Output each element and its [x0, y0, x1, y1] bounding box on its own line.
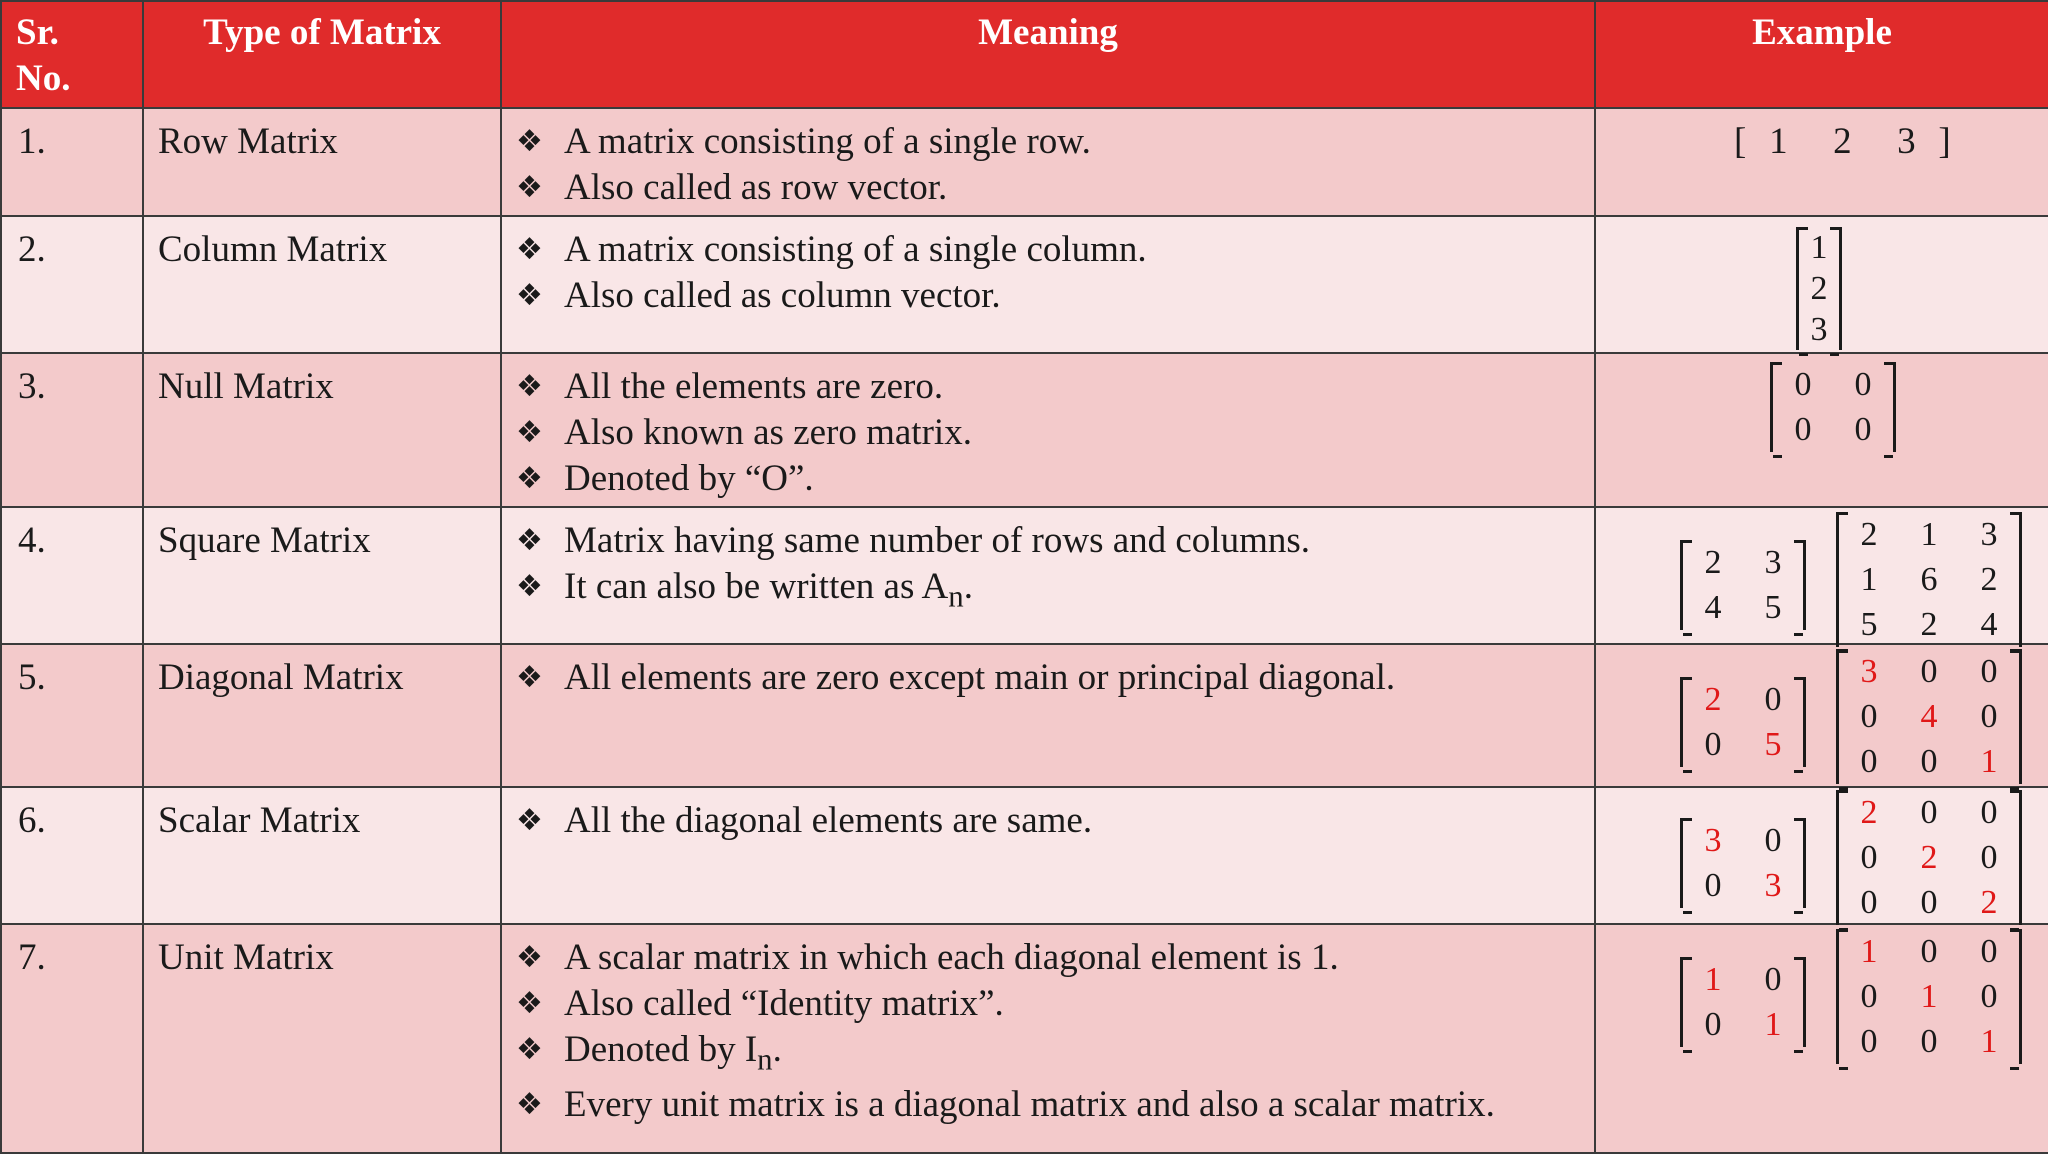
meaning-bullet: ❖ Matrix having same number of rows and columns. — [516, 518, 1594, 564]
meaning-cell — [501, 353, 1595, 507]
diamond-bullet-icon: ❖ — [516, 1087, 543, 1123]
example-cell — [1595, 924, 2048, 1153]
diamond-bullet-icon: ❖ — [516, 1032, 543, 1067]
meaning-cell — [501, 507, 1595, 644]
meaning-bullet: ❖ Every unit matrix is a diagonal matrix and also a scalar matrix. — [516, 1082, 1594, 1128]
matrix-type-name: Unit Matrix — [143, 924, 501, 1153]
meaning-cell — [501, 108, 1595, 216]
table-row — [1, 507, 2048, 644]
table-row — [1, 216, 2048, 353]
matrix-type-name: Diagonal Matrix — [143, 644, 501, 787]
meaning-cell — [501, 787, 1595, 924]
unit-matrix-2x2-example: 1 0 0 1 — [1680, 957, 1806, 1047]
meaning-bullet: ❖ Also called as column vector. — [516, 273, 1594, 319]
header-sr-no — [1, 1, 143, 108]
header-sr-no-line1: Sr. — [16, 12, 59, 53]
column-matrix-example: 1 2 3 — [1796, 227, 1842, 350]
diamond-bullet-icon: ❖ — [516, 986, 543, 1021]
row-number: 3. — [1, 353, 143, 507]
matrix-type-name: Null Matrix — [143, 353, 501, 507]
example-cell — [1595, 507, 2048, 644]
header-meaning: Meaning — [501, 1, 1595, 108]
null-matrix-example: 0 0 0 0 — [1770, 362, 1896, 452]
matrix-type-name: Row Matrix — [143, 108, 501, 216]
meaning-bullet: ❖ All elements are zero except main or principal diagonal. — [516, 655, 1594, 701]
matrix-type-name: Column Matrix — [143, 216, 501, 353]
meaning-bullet: ❖ A matrix consisting of a single column. — [516, 227, 1594, 273]
meaning-bullet: ❖ Also called as row vector. — [516, 165, 1594, 211]
unit-matrix-3x3-example: 1 0 0 0 1 0 0 0 1 — [1836, 929, 2022, 1064]
example-cell — [1595, 108, 2048, 216]
example-cell — [1595, 216, 2048, 353]
table-row — [1, 108, 2048, 216]
example-cell — [1595, 644, 2048, 787]
diamond-bullet-icon: ❖ — [516, 660, 543, 695]
diamond-bullet-icon: ❖ — [516, 523, 543, 558]
diagonal-matrix-3x3-example: 3 0 0 0 4 0 0 0 1 — [1836, 649, 2022, 784]
diamond-bullet-icon: ❖ — [516, 170, 543, 205]
row-number: 1. — [1, 108, 143, 216]
header-example: Example — [1595, 1, 2048, 108]
diamond-bullet-icon: ❖ — [516, 278, 543, 313]
diamond-bullet-icon: ❖ — [516, 569, 543, 604]
meaning-bullet: ❖ A matrix consisting of a single row. — [516, 119, 1594, 165]
table-row — [1, 924, 2048, 1153]
diamond-bullet-icon: ❖ — [516, 803, 543, 838]
meaning-bullet: ❖ It can also be written as $A_n$. — [516, 566, 973, 614]
meaning-bullet: ❖ Denoted by $I_n$. — [516, 1029, 782, 1077]
square-matrix-2x2-example: 2 3 4 5 — [1680, 540, 1806, 630]
meaning-bullet: ❖ Denoted by “O”. — [516, 456, 1594, 502]
diamond-bullet-icon: ❖ — [516, 369, 543, 404]
table-row — [1, 787, 2048, 924]
meaning-bullet: ❖ Also called “Identity matrix”. — [516, 981, 1594, 1027]
example-cell — [1595, 787, 2048, 924]
header-sr-no-line2: No. — [16, 58, 71, 99]
meaning-cell — [501, 924, 1595, 1153]
table-row — [1, 353, 2048, 507]
diamond-bullet-icon: ❖ — [516, 940, 543, 975]
scalar-matrix-2x2-example: 3 0 0 3 — [1680, 818, 1806, 908]
example-cell — [1595, 353, 2048, 507]
header-row — [1, 1, 2048, 108]
row-number: 4. — [1, 507, 143, 644]
row-number: 5. — [1, 644, 143, 787]
row-matrix-example: [ 1 2 3 ] — [1734, 121, 1951, 162]
matrix-type-name: Square Matrix — [143, 507, 501, 644]
diamond-bullet-icon: ❖ — [516, 232, 543, 267]
meaning-cell — [501, 644, 1595, 787]
matrix-type-name: Scalar Matrix — [143, 787, 501, 924]
diagonal-matrix-2x2-example: 2 0 0 5 — [1680, 677, 1806, 767]
scalar-matrix-3x3-example: 2 0 0 0 2 0 0 0 2 — [1836, 790, 2022, 925]
row-number: 6. — [1, 787, 143, 924]
square-matrix-3x3-example: 2 1 3 1 6 2 5 2 4 — [1836, 512, 2022, 647]
meaning-bullet: ❖ Also known as zero matrix. — [516, 410, 1594, 456]
row-number: 7. — [1, 924, 143, 1153]
meaning-bullet: ❖ All the diagonal elements are same. — [516, 798, 1594, 844]
diamond-bullet-icon: ❖ — [516, 461, 543, 496]
row-number: 2. — [1, 216, 143, 353]
meaning-bullet: ❖ All the elements are zero. — [516, 364, 1594, 410]
meaning-cell — [501, 216, 1595, 353]
meaning-bullet: ❖ A scalar matrix in which each diagonal element is 1. — [516, 935, 1594, 981]
diamond-bullet-icon: ❖ — [516, 415, 543, 450]
diamond-bullet-icon: ❖ — [516, 124, 543, 159]
header-type: Type of Matrix — [143, 1, 501, 108]
table-row — [1, 644, 2048, 787]
